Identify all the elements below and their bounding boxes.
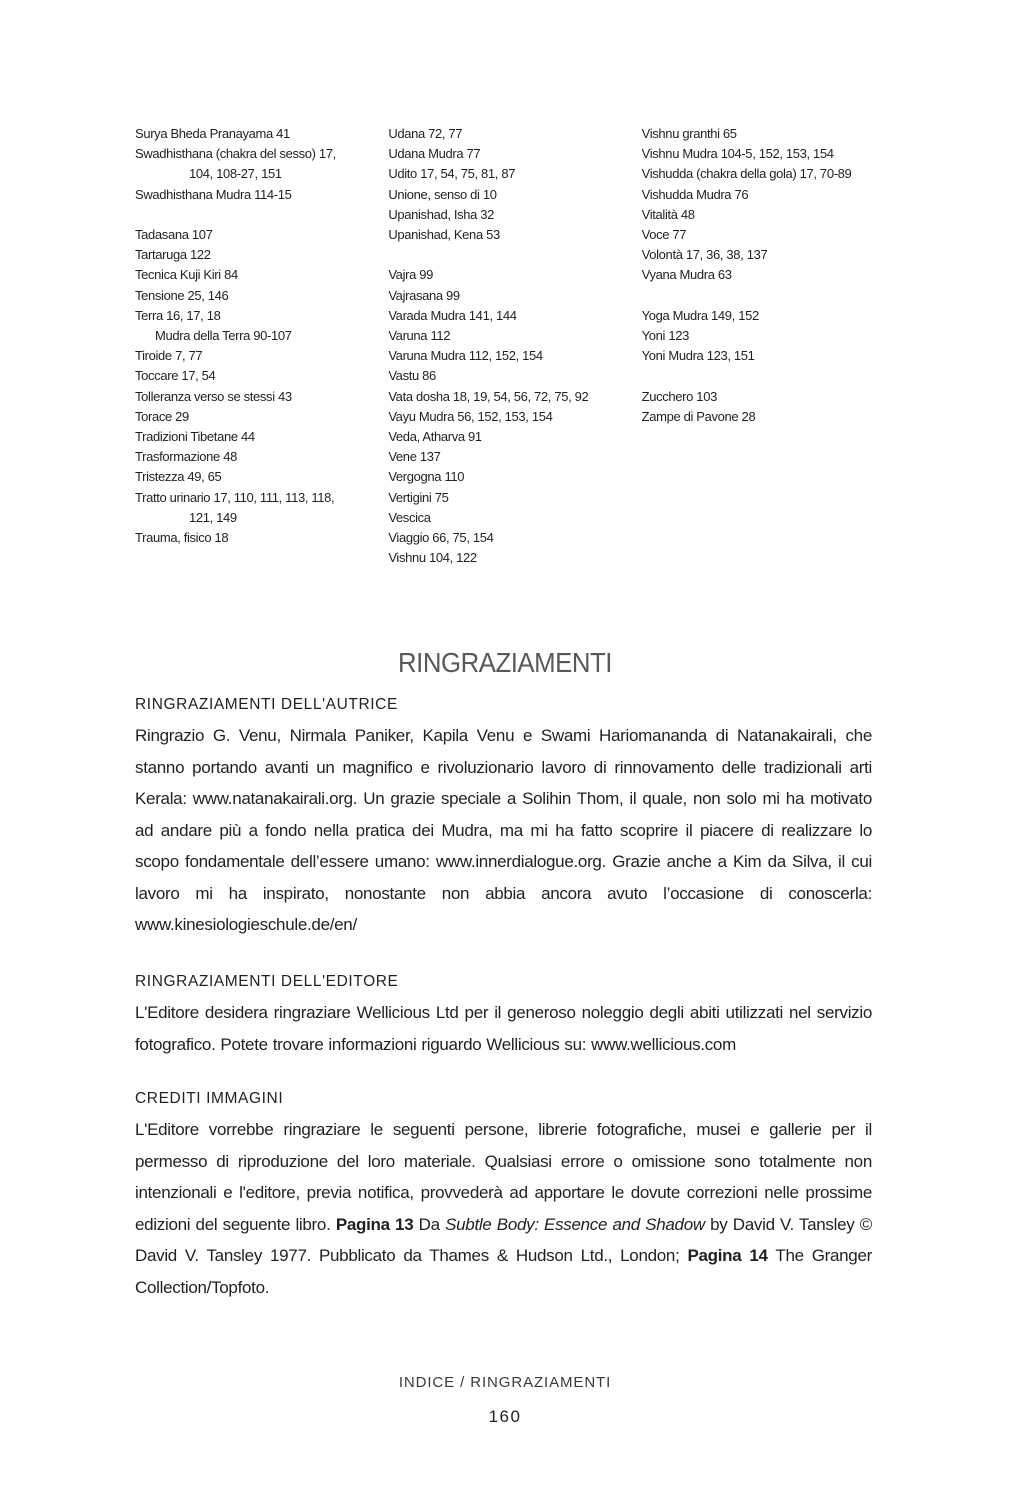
- index-column-1: [135, 124, 388, 568]
- index-entry: Tradizioni Tibetane 44: [135, 429, 255, 445]
- index-entry: Varuna Mudra 112, 152, 154: [388, 348, 543, 364]
- index-entry: Yoni 123: [641, 328, 689, 344]
- index-entry: Yoga Mudra 149, 152: [641, 307, 759, 323]
- index-entry: Vajrasana 99: [388, 287, 460, 303]
- index-entry: Tadasana 107: [135, 227, 213, 242]
- index-entry: Tecnica Kuji Kiri 84: [135, 267, 238, 283]
- index-entry-continuation: 121, 149: [189, 509, 237, 525]
- index-entry: Tratto urinario 17, 110, 111, 113, 118,: [135, 489, 335, 505]
- index-list: [135, 124, 895, 568]
- index-entry: Tiroide 7, 77: [135, 348, 203, 364]
- index-entry: Trasformazione 48: [135, 449, 237, 465]
- credit-page-label: Pagina 14: [687, 1246, 768, 1265]
- index-entry: Vertigini 75: [388, 489, 449, 505]
- index-entry: Zampe di Pavone 28: [641, 408, 756, 424]
- index-letter-gap: [388, 245, 641, 265]
- credit-page-label: Pagina 13: [335, 1214, 414, 1234]
- index-entry: Vishnu Mudra 104-5, 152, 153, 154: [641, 146, 834, 162]
- index-entry: Volontà 17, 36, 38, 137: [641, 247, 768, 263]
- credit-text: Da: [418, 1214, 440, 1234]
- index-entry: Udana Mudra 77: [388, 146, 481, 162]
- section-heading: CREDITI IMMAGINI: [135, 1090, 284, 1107]
- section-body: L'Editore desidera ringraziare Wellicious Ltd per il generoso noleggio degli abiti utilizzati nel servizio fotografico. Potete trovare informazioni riguardo Wellicious su: www.wellicious.com: [135, 1003, 872, 1054]
- index-entry: Veda, Atharva 91: [388, 429, 482, 445]
- section-body: [135, 1114, 872, 1303]
- index-entry: Vyana Mudra 63: [641, 267, 732, 283]
- index-entry: Upanishad, Kena 53: [388, 227, 500, 243]
- index-letter-gap: [135, 205, 388, 225]
- index-entry: Vata dosha 18, 19, 54, 56, 72, 75, 92: [388, 388, 589, 404]
- image-credits-section: [135, 1088, 872, 1303]
- index-entry: Varuna 112: [388, 328, 451, 344]
- index-entry: Yoni Mudra 123, 151: [641, 348, 755, 364]
- index-letter-gap: [642, 366, 895, 386]
- section-body: Ringrazio G. Venu, Nirmala Paniker, Kapila Venu e Swami Hariomananda di Natanakairali, che stanno portando avanti un magnifico e rivoluzionario lavoro di rinnovamento delle tradizionali arti Kerala: www.natanakairali.org. Un grazie speciale a Solihin Thom, il quale, non solo mi ha motivato ad andare più a fondo nella pratica dei Mudra, ma mi ha fatto scoprire il piacere di realizzare lo scopo fondamentale dell’essere umano: www.innerdialogue.org. Grazie anche a Kim da Silva, il cui lavoro mi ha inspirato, nonostante non abbia ancora avuto l’occasione di conoscerla: www.kinesiologieschule.de/en/: [135, 726, 872, 934]
- index-entry: Zucchero 103: [641, 388, 717, 404]
- index-column-2: [388, 124, 641, 568]
- index-entry: Udito 17, 54, 75, 81, 87: [388, 166, 516, 182]
- index-entry: Viaggio 66, 75, 154: [388, 530, 494, 546]
- index-entry: Unione, senso di 10: [388, 186, 497, 202]
- index-entry: Terra 16, 17, 18: [135, 307, 221, 323]
- index-entry: Vishnu granthi 65: [641, 126, 737, 141]
- index-entry: Vescica: [388, 509, 431, 525]
- page-number: 160: [488, 1407, 522, 1426]
- index-entry: Swadhisthana Mudra 114-15: [135, 186, 292, 202]
- index-entry: Trauma, fisico 18: [135, 530, 229, 546]
- section-heading: RINGRAZIAMENTI DELL'EDITORE: [135, 973, 399, 990]
- credits-intro: L'Editore vorrebbe ringraziare le seguenti persone, librerie fotografiche, musei e gallerie per il permesso di riproduzione del loro materiale. Qualsiasi errore o omissione sono totalmente non intenzionali e l'editore, previa notifica, provvederà ad apportare le dovute correzioni nelle prossime edizioni del seguente libro.: [135, 1120, 872, 1234]
- index-entry: Vishudda (chakra della gola) 17, 70-89: [641, 166, 852, 182]
- index-entry: Vayu Mudra 56, 152, 153, 154: [388, 408, 553, 424]
- index-entry: Vergogna 110: [388, 469, 465, 485]
- index-entry: Tensione 25, 146: [135, 287, 229, 303]
- section-heading: RINGRAZIAMENTI DELL'AUTRICE: [135, 696, 398, 713]
- publisher-acknowledgements-section: [135, 971, 872, 1060]
- credit-text: by David V. Tansley © David V. Tansley 1977. Pubblicato da Thames & Hudson Ltd., London;: [135, 1214, 872, 1265]
- page-title: RINGRAZIAMENTI: [398, 646, 612, 678]
- index-entry: Vajra 99: [388, 267, 433, 283]
- index-entry: Vishnu 104, 122: [388, 550, 477, 566]
- running-head: INDICE / RINGRAZIAMENTI: [398, 1374, 612, 1391]
- index-entry: Surya Bheda Pranayama 41: [135, 126, 290, 141]
- index-entry: Vene 137: [388, 449, 441, 465]
- index-entry: Vishudda Mudra 76: [641, 186, 749, 202]
- credit-book-title: Subtle Body: Essence and Shadow: [445, 1214, 705, 1234]
- author-acknowledgements-section: [135, 694, 872, 941]
- index-entry: Udana 72, 77: [388, 126, 463, 141]
- index-entry: Voce 77: [641, 227, 687, 243]
- index-column-3: [642, 124, 895, 568]
- index-entry-continuation: 104, 108-27, 151: [189, 166, 282, 182]
- index-entry: Tartaruga 122: [135, 247, 211, 263]
- index-entry: Upanishad, Isha 32: [388, 206, 495, 222]
- index-entry: Vitalità 48: [641, 206, 695, 222]
- index-entry: Toccare 17, 54: [135, 368, 216, 384]
- index-entry: Torace 29: [135, 408, 189, 424]
- index-entry: Vastu 86: [388, 368, 436, 384]
- index-subentry: Mudra della Terra 90-107: [155, 328, 292, 344]
- index-entry: Swadhisthana (chakra del sesso) 17,: [135, 146, 336, 162]
- index-entry: Varada Mudra 141, 144: [388, 307, 517, 323]
- index-entry: Tristezza 49, 65: [135, 469, 222, 485]
- index-letter-gap: [642, 286, 895, 306]
- index-entry: Tolleranza verso se stessi 43: [135, 388, 292, 404]
- credit-text: The Granger Collection/Topfoto.: [135, 1246, 872, 1297]
